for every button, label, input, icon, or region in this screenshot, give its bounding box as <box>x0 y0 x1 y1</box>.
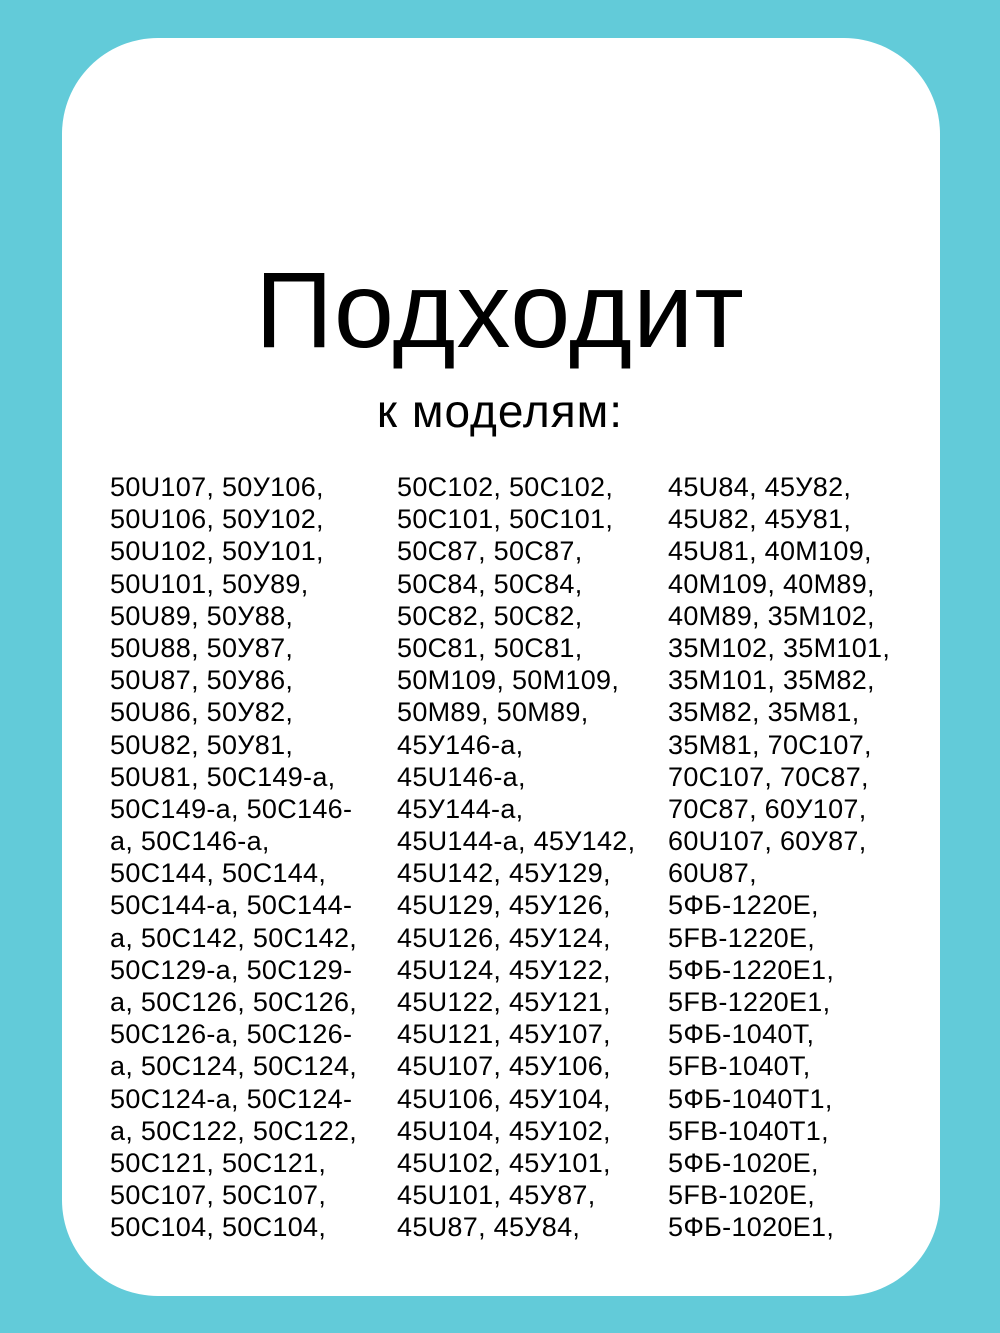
model-list-item: 45U124, 45У122, <box>397 954 611 985</box>
model-list-item: 45U106, 45У104, <box>397 1083 611 1114</box>
models-column-3 <box>668 471 890 1244</box>
models-column-1 <box>110 471 357 1244</box>
model-list-item: 50U102, 50У101, <box>110 536 324 567</box>
model-list-item: 50U106, 50У102, <box>110 504 324 535</box>
model-list-item: a, 50C146-a, <box>110 826 270 857</box>
model-list-item: 50C144-a, 50C144- <box>110 890 353 921</box>
model-list-item: 50C129-a, 50C129- <box>110 954 353 985</box>
model-list-item: 70C107, 70C87, <box>668 761 869 792</box>
model-list-item: 35M101, 35M82, <box>668 665 875 696</box>
model-list-item: 40M109, 40M89, <box>668 568 875 599</box>
model-list-item: 50U107, 50У106, <box>110 472 324 502</box>
model-list-item: 35M81, 70C107, <box>668 729 872 760</box>
model-list-item: 50C121, 50C121, <box>110 1147 327 1178</box>
model-list-item: 45U129, 45У126, <box>397 890 611 921</box>
model-list-item: 45U122, 45У121, <box>397 987 611 1017</box>
model-list-item: 45U121, 45У107, <box>397 1019 611 1050</box>
model-list-item: 45U104, 45У102, <box>397 1115 611 1146</box>
model-list-item: 50C149-a, 50C146- <box>110 793 353 824</box>
model-list-item: 45U82, 45У81, <box>668 504 852 535</box>
model-list-item: 45U101, 45У87, <box>397 1180 596 1211</box>
page-title: Подходит <box>255 249 745 370</box>
model-list-item: 45U84, 45У82, <box>668 472 852 502</box>
model-list-item: 45U142, 45У129, <box>397 858 611 889</box>
model-list-item: 5ФБ-1040T, <box>668 1019 815 1050</box>
model-list-item: 50C87, 50C87, <box>397 536 583 567</box>
model-list-item: 50C126-a, 50C126- <box>110 1019 353 1050</box>
model-list-item: 70C87, 60У107, <box>668 793 867 824</box>
model-list-item: a, 50C124, 50C124, <box>110 1051 358 1082</box>
model-list-item: 50C82, 50C82, <box>397 600 583 631</box>
model-list-item: 50U88, 50У87, <box>110 632 294 663</box>
model-list-item: 35M82, 35M81, <box>668 697 860 728</box>
model-list-item: 5ФБ-1220E1, <box>668 954 835 985</box>
model-list-item: 5ФБ-1020E, <box>668 1147 819 1178</box>
model-list-item: 50C81, 50C81, <box>397 632 583 663</box>
model-list-item: 5ФБ-1020E1, <box>668 1212 835 1243</box>
model-list-item: 60U87, <box>668 858 757 889</box>
model-list-item: 50C101, 50C101, <box>397 504 614 535</box>
model-list-item: 5FB-1040T, <box>668 1051 811 1082</box>
model-list-item: 50U81, 50C149-a, <box>110 761 336 792</box>
model-list-item: 50C124-a, 50C124- <box>110 1083 353 1114</box>
model-list-item: 5FB-1220E, <box>668 922 816 953</box>
model-list-item: 50U82, 50У81, <box>110 729 294 760</box>
model-list-item: 35M102, 35M101, <box>668 632 891 663</box>
model-list-item: 45U87, 45У84, <box>397 1212 581 1243</box>
model-list-item: 40M89, 35M102, <box>668 600 875 631</box>
model-list-item: 5FB-1020E, <box>668 1180 816 1211</box>
model-list-item: 45У144-a, <box>397 793 524 824</box>
model-list-item: 45U146-a, <box>397 761 526 792</box>
model-list-item: 45U107, 45У106, <box>397 1051 611 1082</box>
model-list-item: a, 50C126, 50C126, <box>110 987 358 1017</box>
model-list-item: 50C102, 50C102, <box>397 472 614 502</box>
model-list-item: 50M109, 50M109, <box>397 665 620 696</box>
model-list-item: a, 50C142, 50C142, <box>110 922 358 953</box>
model-list-item: 50U89, 50У88, <box>110 600 294 631</box>
model-list-item: 45U102, 45У101, <box>397 1147 611 1178</box>
model-list-item: 50M89, 50M89, <box>397 697 589 728</box>
model-list-item: 5ФБ-1040T1, <box>668 1083 833 1114</box>
model-list-item: 5FB-1220E1, <box>668 987 831 1017</box>
model-list-item: 45У146-a, <box>397 729 524 760</box>
page-subtitle: к моделям: <box>376 385 624 437</box>
model-list-item: a, 50C122, 50C122, <box>110 1115 358 1146</box>
model-list-item: 50C107, 50C107, <box>110 1180 327 1211</box>
model-list-item: 50C84, 50C84, <box>397 568 583 599</box>
model-list-item: 45U81, 40M109, <box>668 536 872 567</box>
model-list-item: 60U107, 60У87, <box>668 826 867 857</box>
model-list-item: 50U87, 50У86, <box>110 665 294 696</box>
model-list-item: 50C144, 50C144, <box>110 858 327 889</box>
model-list-item: 50U86, 50У82, <box>110 697 294 728</box>
models-column-2 <box>397 471 635 1244</box>
model-list-item: 50U101, 50У89, <box>110 568 309 599</box>
model-list-item: 45U126, 45У124, <box>397 922 611 953</box>
model-list-item: 5FB-1040T1, <box>668 1115 829 1146</box>
model-list-item: 50C104, 50C104, <box>110 1212 327 1243</box>
model-list-item: 5ФБ-1220E, <box>668 890 819 921</box>
model-list-item: 45U144-a, 45У142, <box>397 826 636 857</box>
